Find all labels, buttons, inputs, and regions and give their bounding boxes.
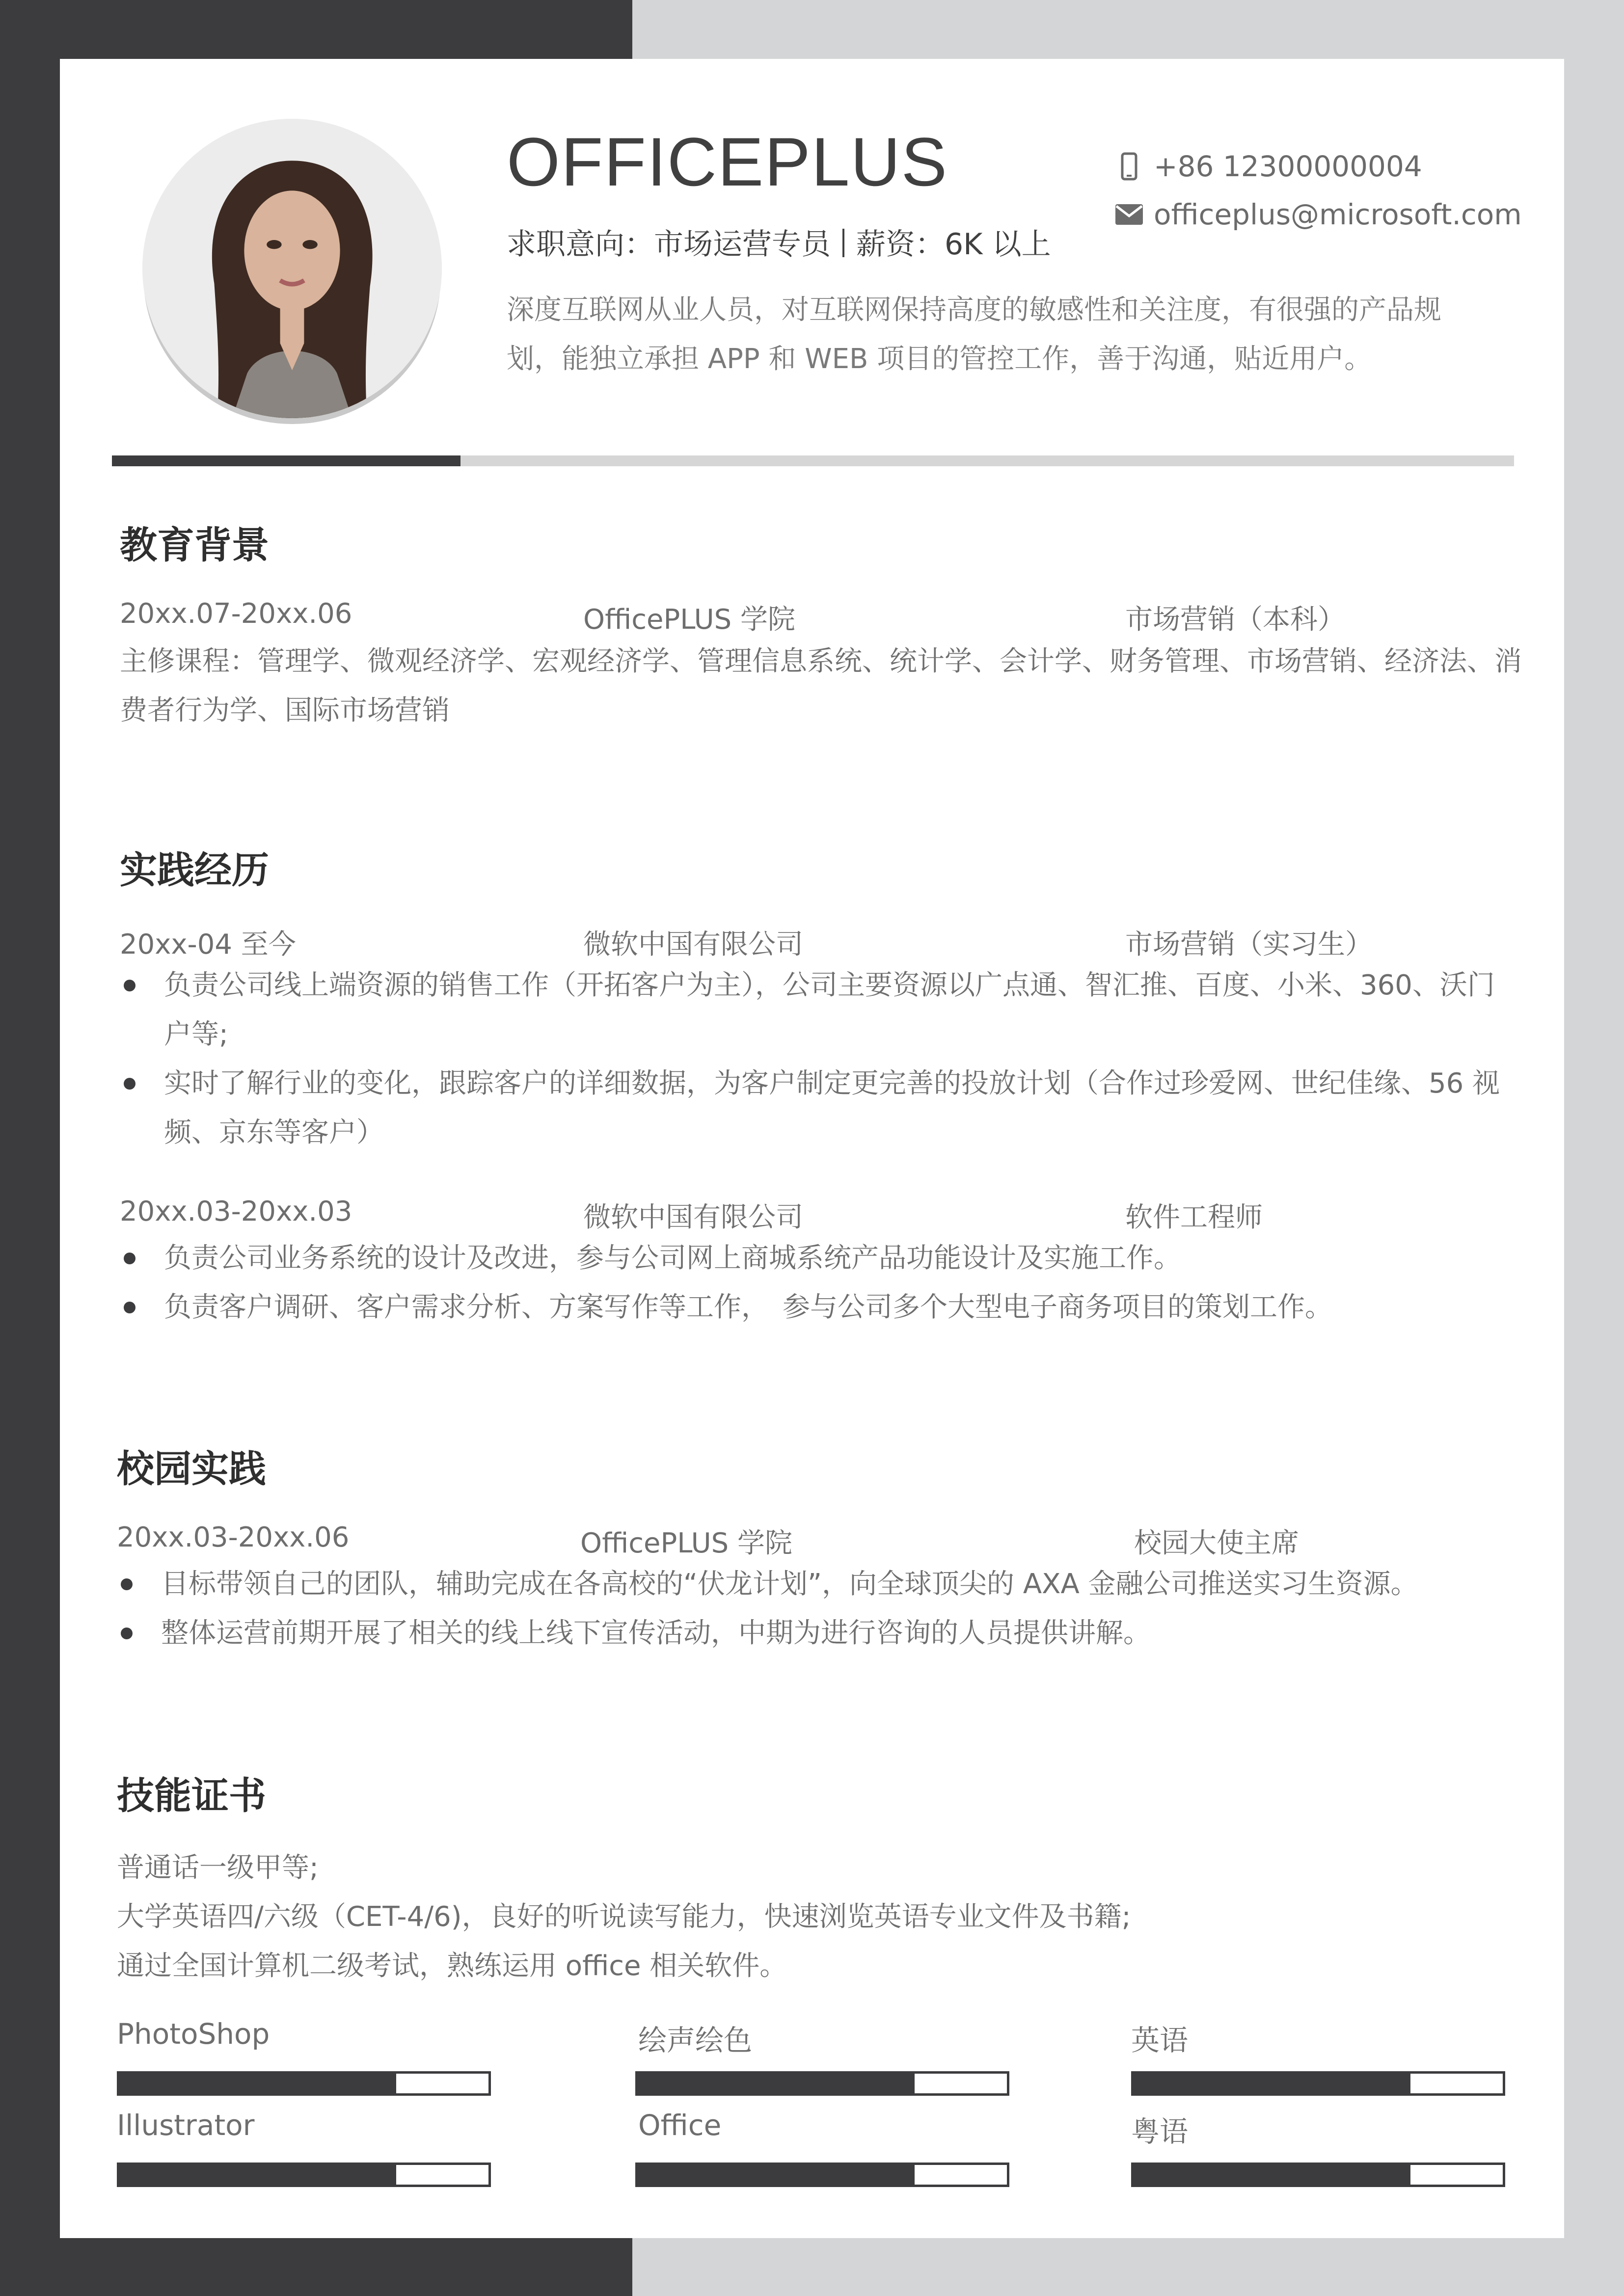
campus-bullet: 整体运营前期开展了相关的线上线下宣传活动，中期为进行咨询的人员提供讲解。 (116, 1609, 1515, 1658)
mobile-phone-icon (1114, 152, 1144, 181)
skill-label-cantonese: 粤语 (1131, 2115, 1189, 2148)
job-1-company: 微软中国有限公司 (583, 929, 803, 961)
section-title-education: 教育背景 (120, 523, 269, 567)
section-title-skills: 技能证书 (117, 1774, 266, 1817)
skill-bar-english (1131, 2071, 1505, 2096)
section-title-campus: 校园实践 (117, 1447, 266, 1491)
contact-email (1114, 198, 1522, 231)
skill-bar-cantonese (1131, 2163, 1505, 2187)
job-1-bullet: 实时了解行业的变化，跟踪客户的详细数据，为客户制定更完善的投放计划（合作过珍爱网、世纪佳缘、56 视频、京东等客户） (119, 1059, 1518, 1157)
education-school: OfficePLUS 学院 (583, 604, 795, 636)
skill-bar-illustrator (117, 2163, 491, 2187)
job-2-date: 20xx.03-20xx.03 (120, 1196, 352, 1228)
skill-bar-fill (1134, 2165, 1410, 2185)
job-2-company: 微软中国有限公司 (583, 1201, 803, 1233)
job-2-role: 软件工程师 (1125, 1201, 1263, 1233)
skills-line: 普通话一级甲等; (117, 1852, 319, 1884)
salary-expectation: 薪资：6K 以上 (856, 227, 1051, 262)
profile-photo (142, 119, 442, 418)
candidate-name: OFFICEPLUS (507, 123, 948, 200)
separator (842, 229, 844, 257)
bullet-dot (121, 1578, 133, 1590)
skills-line: 通过全国计算机二级考试，熟练运用 office 相关软件。 (117, 1950, 787, 1982)
contact-phone (1114, 150, 1422, 183)
skill-label-english: 英语 (1131, 2024, 1189, 2057)
bullet-dot (121, 1628, 133, 1639)
skill-label-illustrator: Illustrator (117, 2109, 255, 2142)
envelope-icon (1114, 204, 1144, 225)
skill-label-photoshop: PhotoShop (117, 2017, 270, 2051)
resume-sheet (60, 59, 1564, 2238)
skills-line: 大学英语四/六级（CET-4/6)，良好的听说读写能力，快速浏览英语专业文件及书籍; (117, 1901, 1131, 1933)
email-address[interactable]: officeplus@microsoft.com (1154, 198, 1522, 231)
skill-label-office: Office (638, 2109, 722, 2142)
job-intent: 求职意向：市场运营专员 (507, 227, 831, 262)
campus-role: 校园大使主席 (1134, 1527, 1299, 1559)
job-intent-line (507, 221, 1051, 263)
job-2-bullet: 负责客户调研、客户需求分析、方案写作等工作， 参与公司多个大型电子商务项目的策划工作。 (119, 1283, 1518, 1332)
bullet-dot (124, 1253, 135, 1264)
education-major: 市场营销（本科） (1125, 604, 1345, 636)
bullet-dot (124, 1078, 135, 1090)
skill-bar-fill (638, 2165, 915, 2185)
job-2-bullet: 负责公司业务系统的设计及改进，参与公司网上商城系统产品功能设计及实施工作。 (119, 1234, 1518, 1283)
skill-bar-photoshop (117, 2071, 491, 2096)
bullet-dot (124, 1302, 135, 1313)
phone-number[interactable]: +86 12300000004 (1154, 150, 1422, 183)
campus-school: OfficePLUS 学院 (580, 1527, 792, 1559)
job-1-role: 市场营销（实习生） (1125, 929, 1373, 961)
campus-bullet: 目标带领自己的团队，辅助完成在各高校的“伏龙计划”，向全球顶尖的 AXA 金融公司推送实习生资源。 (116, 1560, 1515, 1609)
skill-bar-fill (1134, 2074, 1410, 2093)
job-1-date: 20xx-04 至今 (120, 929, 296, 961)
skill-bar-office (635, 2163, 1009, 2187)
education-date: 20xx.07-20xx.06 (120, 598, 352, 630)
skill-bar-fill (638, 2074, 915, 2093)
header-divider (112, 455, 1514, 466)
profile-summary: 深度互联网从业人员，对互联网保持高度的敏感性和关注度，有很强的产品规划，能独立承担 APP 和 WEB 项目的管控工作，善于沟通，贴近用户。 (507, 294, 1441, 375)
bullet-dot (124, 980, 135, 991)
skill-label-huisheng: 绘声绘色 (638, 2024, 753, 2057)
job-1-bullet: 负责公司线上端资源的销售工作（开拓客户为主），公司主要资源以广点通、智汇推、百度、小米、360、沃门户等; (119, 961, 1518, 1059)
skill-bar-huisheng (635, 2071, 1009, 2096)
section-title-experience: 实践经历 (120, 848, 269, 892)
education-courses: 主修课程：管理学、微观经济学、宏观经济学、管理信息系统、统计学、会计学、财务管理、市场营销、经济法、消费者行为学、国际市场营销 (120, 645, 1522, 726)
portrait-image (142, 119, 442, 418)
skill-bar-fill (119, 2074, 396, 2093)
skill-bar-fill (119, 2165, 396, 2185)
campus-date: 20xx.03-20xx.06 (117, 1522, 350, 1553)
divider-accent (112, 455, 460, 466)
